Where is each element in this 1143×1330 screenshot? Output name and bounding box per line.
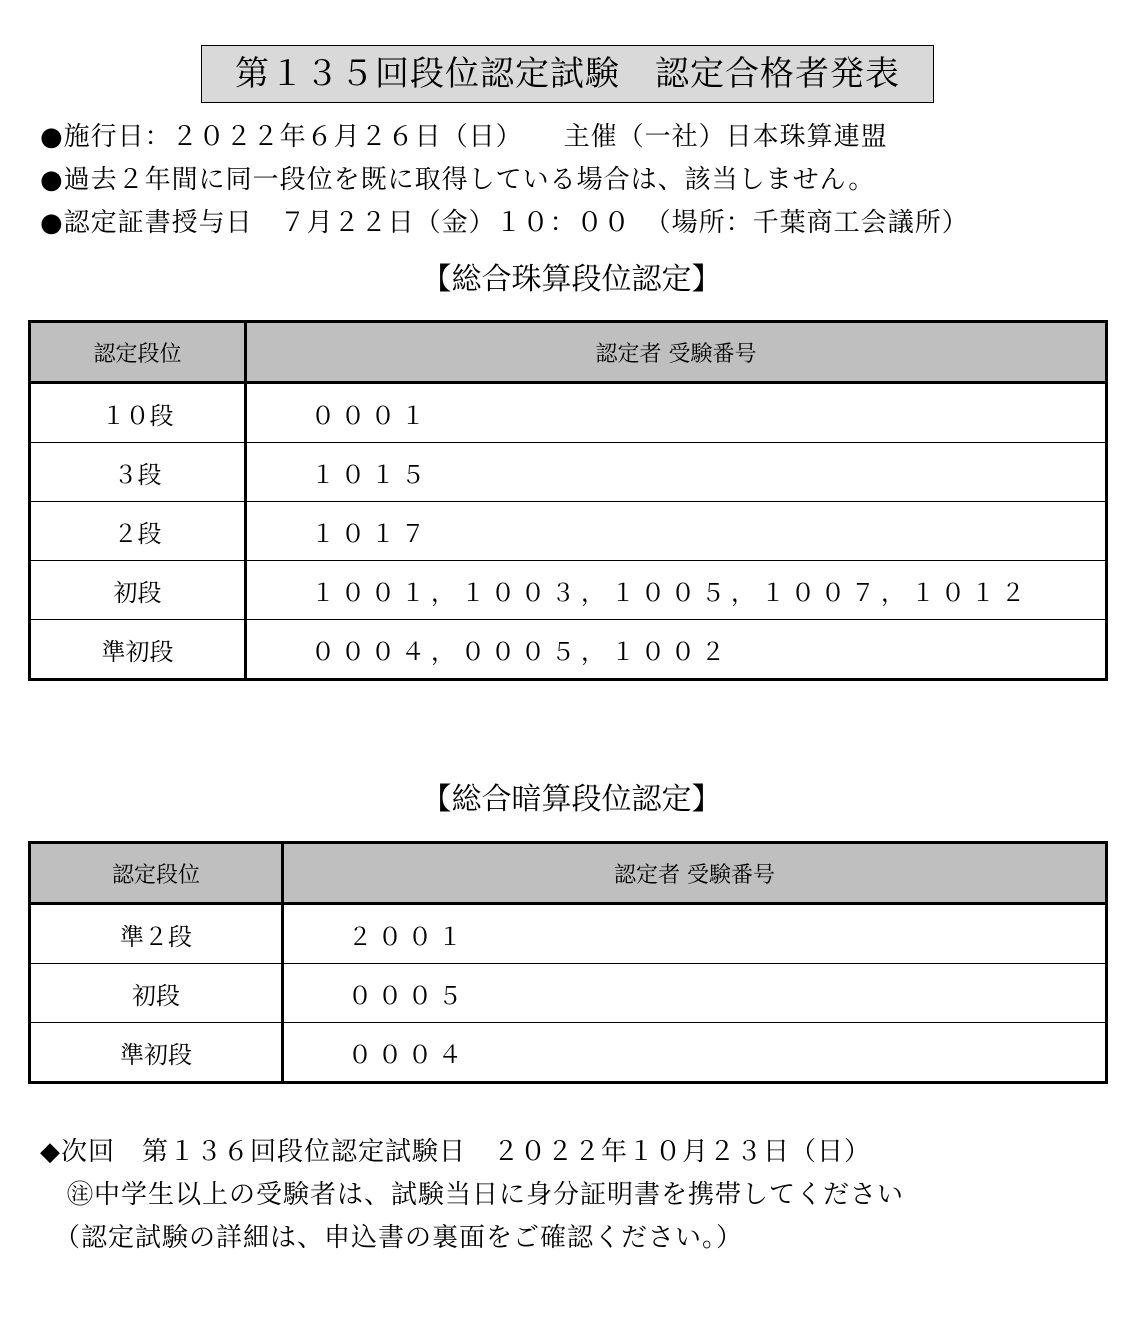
grade-cell: 初段 <box>30 561 246 620</box>
numbers-cell: ０００１ <box>246 383 1107 443</box>
numbers-cell: ２００１ <box>283 904 1107 964</box>
numbers-cell: ０００５ <box>283 964 1107 1023</box>
info-award-date: ●認定証書授与日 ７月２２日（金）１０：００ （場所：千葉商工会議所） <box>40 208 969 238</box>
grade-cell: ２段 <box>30 502 246 561</box>
table-row <box>30 561 1107 620</box>
table-row <box>30 383 1107 443</box>
numbers-cell: １００１，１００３，１００５，１００７，１０１２ <box>246 561 1107 620</box>
table-row <box>30 502 1107 561</box>
grade-cell: １０段 <box>30 383 246 443</box>
column-header-grade: 認定段位 <box>30 843 283 904</box>
table-header-row <box>30 843 1107 904</box>
numbers-cell: １０１７ <box>246 502 1107 561</box>
id-note: ㊟中学生以上の受験者は、試験当日に身分証明書を携帯してください <box>40 1180 905 1210</box>
column-header-grade: 認定段位 <box>30 322 246 383</box>
table-header-row <box>30 322 1107 383</box>
table-row <box>30 904 1107 964</box>
detail-note: （認定試験の詳細は、申込書の裏面をご確認ください。） <box>40 1223 744 1253</box>
table-row <box>30 1023 1107 1083</box>
anzan-table <box>28 841 1108 1084</box>
column-header-numbers: 認定者 受験番号 <box>283 843 1107 904</box>
anzan-section-title: 【総合暗算段位認定】 <box>421 782 722 817</box>
grade-cell: 準初段 <box>30 620 246 680</box>
grade-cell: 初段 <box>30 964 283 1023</box>
numbers-cell: ０００４，０００５，１００２ <box>311 637 731 666</box>
table-row <box>30 620 1107 680</box>
grade-cell: ３段 <box>30 443 246 502</box>
page-title: 第１３５回段位認定試験 認定合格者発表 <box>201 45 934 103</box>
grade-cell: 準２段 <box>30 904 283 964</box>
grade-cell: 準初段 <box>30 1023 283 1083</box>
soroban-section-title: 【総合珠算段位認定】 <box>421 262 722 297</box>
info-notice: ●過去２年間に同一段位を既に取得している場合は、該当しません。 <box>40 165 876 195</box>
table-row <box>30 964 1107 1023</box>
column-header-numbers: 認定者 受験番号 <box>246 322 1107 383</box>
next-exam-date: ◆次回 第１３６回段位認定試験日 ２０２２年１０月２３日（日） <box>40 1137 871 1167</box>
numbers-cell: １０１５ <box>246 443 1107 502</box>
info-exam-date: ●施行日：２０２２年６月２６日（日） 主催（一社）日本珠算連盟 <box>40 122 888 152</box>
numbers-cell: ０００４ <box>348 1040 468 1069</box>
table-row <box>30 443 1107 502</box>
soroban-table <box>28 320 1108 681</box>
